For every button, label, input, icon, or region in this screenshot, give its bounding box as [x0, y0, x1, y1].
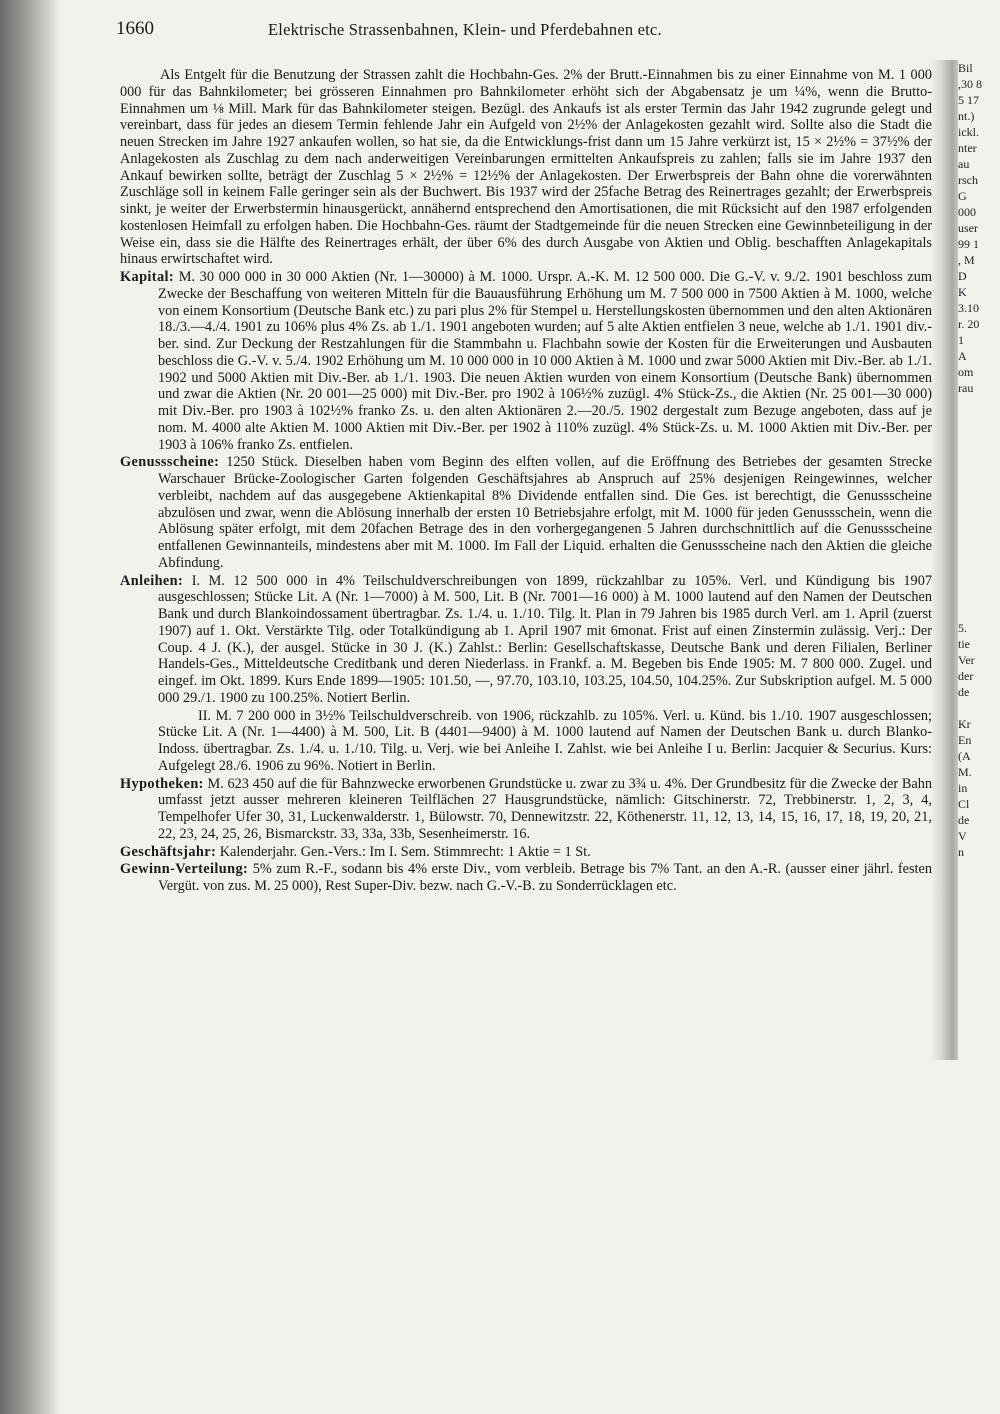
adjacent-page-line: de	[958, 813, 970, 827]
adjacent-page-fragment	[958, 60, 1000, 960]
section-label: Genussscheine:	[120, 454, 220, 471]
adjacent-page-line: Kr	[958, 717, 971, 731]
adjacent-page-line: En	[958, 733, 972, 747]
adjacent-page-line: V	[958, 829, 967, 843]
section-text: 5% zum R.-F., sodann bis 4% erste Div., vom verbleib. Betrage bis 7% Tant. an den A.-R. (ausser einer jährl. festen Vergüt. von zus. M. 25 000), Rest Super-Div. bezw. nach G.-V.-B. zu Sonderrücklagen etc.	[158, 861, 932, 894]
section-text: 1250 Stück. Dieselben haben vom Beginn des elften vollen, auf die Eröffnung des Betriebes der gesamten Strecke Warschauer Brücke-Zoologischer Garten folgenden Geschäftsjahres ab Anspruch auf 25% desjenigen Reingewinnes, welcher verbleibt, nachdem auf das ausgegebene Aktienkapital 8% Dividende entfallen sind. Die Ges. ist berechtigt, die Genussscheine abzulösen und zwar, wenn die Ablösung innerhalb der ersten 10 Betriebsjahre erfolgt, mit M. 1000 für jeden Genussschein, wenn die Ablösung später erfolgt, mit dem 20fachen Betrage des in den vorhergegangenen 5 Jahren durchschnittlich auf die Genussscheine entfallenen Gewinnanteils, mindestens aber mit M. 1000. Im Fall der Liquid. erhalten die Genussscheine nach den Aktien die gleiche Abfindung.	[158, 454, 932, 571]
adjacent-page-line: n	[958, 845, 964, 859]
section-label: Geschäftsjahr:	[120, 843, 217, 860]
adjacent-page-line: au	[958, 157, 970, 171]
section-gewinn-verteilung	[120, 861, 932, 895]
adjacent-page-line: K	[958, 285, 967, 299]
adjacent-page-line: user	[958, 221, 978, 235]
running-head: Elektrische Strassenbahnen, Klein- und Pferdebahnen etc.	[268, 20, 662, 39]
section-anleihen-ii	[120, 708, 932, 775]
adjacent-page-line	[958, 476, 1000, 492]
adjacent-page-line: Cl	[958, 797, 970, 811]
adjacent-page-line	[958, 540, 1000, 556]
adjacent-page-line: der	[958, 669, 974, 683]
adjacent-page-line	[958, 588, 1000, 604]
adjacent-page-line: om	[958, 365, 974, 379]
section-anleihen	[120, 573, 932, 707]
adjacent-page-line: 3.10	[958, 301, 979, 315]
adjacent-page-line: (A	[958, 749, 971, 763]
page-gutter-shadow	[0, 0, 60, 1414]
article-body	[120, 67, 932, 896]
adjacent-page-line	[958, 444, 1000, 460]
adjacent-page-line: 5 17	[958, 93, 979, 107]
adjacent-page-line: de	[958, 685, 970, 699]
section-label: Gewinn-Verteilung:	[120, 861, 249, 878]
adjacent-page-line	[958, 556, 1000, 572]
section-label: Anleihen:	[120, 572, 184, 589]
adjacent-page-line: r. 20	[958, 317, 980, 331]
adjacent-page-line: M.	[958, 765, 972, 779]
adjacent-page-line: 99 1	[958, 237, 979, 251]
adjacent-page-line: rsch	[958, 173, 978, 187]
adjacent-page-line	[958, 508, 1000, 524]
intro-paragraph: Als Entgelt für die Benutzung der Strassen zahlt die Hochbahn-Ges. 2% der Brutt.-Einnahmen bis zu einer Einnahme von M. 1 000 000 für das Bahnkilometer; bei grösseren Einnahmen pro Bahnkilometer erhöht sich der Abgabensatz je um ¼%, wenn die Brutto-Einnahmen um ⅛ Mill. Mark für das Bahnkilometer steigen. Bezügl. des Ankaufs ist als erster Termin das Jahr 1942 zugrunde gelegt und vereinbart, dass für jedes an diesem Termin fehlende Jahr ein Aufgeld von 2½% der Anlagekosten gezahlt wird. Sollte also die Stadt die neuen Strecken im Jahre 1927 ankaufen wollen, so hat sie, da die Entwicklungs-frist dann um 15 Jahre verkürzt ist, 15 × 2½% = 37½% der Anlagekosten als Zuschlag zu dem nach anderweitigen Vereinbarungen ermittelten Ankaufspreis zu zahlen; falls sie im Jahre 1937 den Ankauf bewirken sollte, beträgt der Zuschlag 5 × 2½% = 12½% der Anlagekosten. Der Erwerbspreis der Bahn ohne die vorerwähnten Zuschläge soll in keinem Falle geringer sein als der Buchwert. Bis 1937 wird der 25fache Betrag des Reinertrages gezahlt; der Erwerbspreis sinkt, je weiter der Erwerbstermin hinausgerückt, annähernd entsprechend den Amortisationen, die mit Rücksicht auf den 1987 erfolgenden kostenlosen Heimfall zu erfolgen haben. Die Hochbahn-Ges. räumt der Stadtgemeinde für die neuen Strecken eine Gewinnbeteiligung in der Weise ein, dass sie die Hälfte des Reinertrages erhält, der über 6% des durch Ausgabe von Aktien und Oblig. beschafften Anlagekapitals hinaus erwirtschaftet wird.	[120, 67, 932, 268]
adjacent-page-line: Ver	[958, 653, 975, 667]
adjacent-page-line	[958, 524, 1000, 540]
page-number: 1660	[116, 18, 154, 39]
adjacent-page-line	[958, 428, 1000, 444]
adjacent-page-line: nter	[958, 141, 977, 155]
adjacent-page-line: , M	[958, 253, 975, 267]
section-hypotheken	[120, 776, 932, 843]
adjacent-page-line: 1	[958, 333, 964, 347]
adjacent-page-line: ,30 8	[958, 77, 982, 91]
section-kapital	[120, 269, 932, 453]
adjacent-page-line	[958, 700, 1000, 716]
section-genussscheine	[120, 454, 932, 571]
adjacent-page-line: A	[958, 349, 967, 363]
adjacent-page-line: rau	[958, 381, 974, 395]
section-geschaeftsjahr	[120, 844, 932, 861]
section-text: II. M. 7 200 000 in 3½% Teilschuldverschreib. von 1906, rückzahlb. zu 105%. Verl. u. Künd. bis 1./10. 1907 ausgeschlossen; Stücke Lit. A (Nr. 1—4400) à M. 500, Lit. B (4401—9400) à M. 1000 lautend auf Namen der Deutschen Bank u. durch Blanko-Indoss. übertragbar. Zs. 1./4. u. 1./10. Tilg. u. Verj. wie bei Anleihe I. Zahlst. wie bei Anleihe I u. Berlin: Jacquier & Securius. Kurs: Aufgelegt 28./6. 1906 zu 96%. Notiert in Berlin.	[158, 707, 932, 774]
section-text: I. M. 12 500 000 in 4% Teilschuldverschreibungen von 1899, rückzahlbar zu 105%. Verl. und Kündigung bis 1907 ausgeschlossen; Stücke Lit. A (Nr. 1—7000) à M. 500, Lit. B (Nr. 7001—16 000) à M. 1000 lautend auf den Namen der Deutschen Bank und durch Blankoindossament übertragbar. Zs. 1./4. u. 1./10. Tilg. lt. Plan in 79 Jahren bis 1985 durch Verl. am 1. April (zuerst 1907) auf 1. Okt. Verstärkte Tilg. oder Totalkündigung ab 1. April 1907 mit 6monat. Frist auf einen Zinstermin zulässig. Verj.: Der Coup. 4 J. (K.), der ausgel. Stücke in 30 J. (K.) Zahlst.: Berlin: Gesellschaftskasse, Deutsche Bank und deren Filialen, Berliner Handels-Ges., Mitteldeutsche Creditbank und deren Niederlass. in Frankf. a. M. Begeben bis Ende 1905: M. 7 800 000. Zugel. und eingef. im Okt. 1899. Kurs Ende 1899—1905: 101.50, —, 97.70, 103.10, 103.25, 104.50, 104.25%. Zur Subskription aufgel. M. 5 000 000 29./1. 1900 zu 100.25%. Notiert Berlin.	[158, 572, 932, 706]
adjacent-page-line: tie	[958, 637, 970, 651]
section-text: Kalenderjahr. Gen.-Vers.: Im I. Sem. Stimmrecht: 1 Aktie = 1 St.	[219, 843, 591, 860]
adjacent-page-line: 5.	[958, 621, 967, 635]
adjacent-page-line: in	[958, 781, 968, 795]
adjacent-page-line: nt.)	[958, 109, 975, 123]
adjacent-page-line: G	[958, 189, 967, 203]
section-text: M. 623 450 auf die für Bahnzwecke erworbenen Grundstücke u. zwar zu 3¾ u. 4%. Der Grundbesitz für die Zwecke der Bahn umfasst jetzt ausser mehreren kleineren Teilflächen 27 Hausgrundstücke, nämlich: Gitschinerstr. 72, Trebbinerstr. 1, 2, 3, 4, Tempelhofer Ufer 30, 31, Luckenwalderstr. 1, Bülowstr. 70, Dennewitzstr. 22, Köthenerstr. 11, 12, 13, 14, 15, 16, 17, 18, 19, 20, 21, 22, 23, 24, 25, 26, Bismarckstr. 33, 33a, 33b, Sesenheimerstr. 16.	[158, 775, 932, 842]
adjacent-page-line: Bil	[958, 61, 973, 75]
page-header	[116, 18, 936, 48]
adjacent-page-line: 000	[958, 205, 976, 219]
adjacent-page-line: ickl.	[958, 125, 979, 139]
adjacent-page-line	[958, 460, 1000, 476]
section-text: M. 30 000 000 in 30 000 Aktien (Nr. 1—30000) à M. 1000. Urspr. A.-K. M. 12 500 000. Die G.-V. v. 9./2. 1901 beschloss zum Zwecke der Beschaffung von weiteren Mitteln für die Bauausführung Erhöhung um M. 7 500 000 in 7500 Aktien à M. 1000, welche von einem Konsortium (Deutsche Bank etc.) zu pari plus 2% für Stempel u. Herstellungskosten übernommen und den alten Aktionären 18./3.—4./4. 1901 zu 106% plus 4% Zs. ab 1./1. 1901 angeboten wurden; auf 5 alte Aktien entfielen 3 neue, welche ab 1./1. 1901 div.-ber. sind. Zur Deckung der Restzahlungen für die Stammbahn u. Flachbahn sowie der Kosten für die Erweiterungen und Ausbauten beschloss die G.-V. v. 5./4. 1902 Erhöhung um M. 10 000 000 in 10 000 Aktien à M. 1000 und zwar 5000 Aktien mit Div.-Ber. ab 1./1. 1902 und 5000 Aktien mit Div.-Ber. ab 1./1. 1903. Die neuen Aktien wurden von einem Konsortium (Deutsche Bank) übernommen und zwar die Aktien (Nr. 20 001—25 000) mit Div.-Ber. pro 1902 à 106½% zuzügl. 4% Stück-Zs., die Aktien (Nr. 25 001—30 000) mit Div.-Ber. pro 1903 à 102½% franko Zs. u. den alten Aktionären 2.—20./5. 1902 dergestalt zum Bezuge angeboten, dass auf je nom. M. 4000 alte Aktien M. 1000 Aktien mit Div.-Ber. per 1902 à 110% zuzügl. 4% Stück-Zs. u. M. 1000 Aktien mit Div.-Ber. per 1903 à 106% franko Zs. entfielen.	[158, 269, 932, 453]
adjacent-page-line	[958, 572, 1000, 588]
adjacent-page-line	[958, 396, 1000, 412]
adjacent-page-line: D	[958, 269, 967, 283]
adjacent-page-line	[958, 492, 1000, 508]
section-label: Kapital:	[120, 269, 175, 285]
adjacent-page-line	[958, 412, 1000, 428]
page-fold-shadow	[930, 60, 958, 1060]
adjacent-page-line	[958, 604, 1000, 620]
section-label: Hypotheken:	[120, 775, 204, 792]
